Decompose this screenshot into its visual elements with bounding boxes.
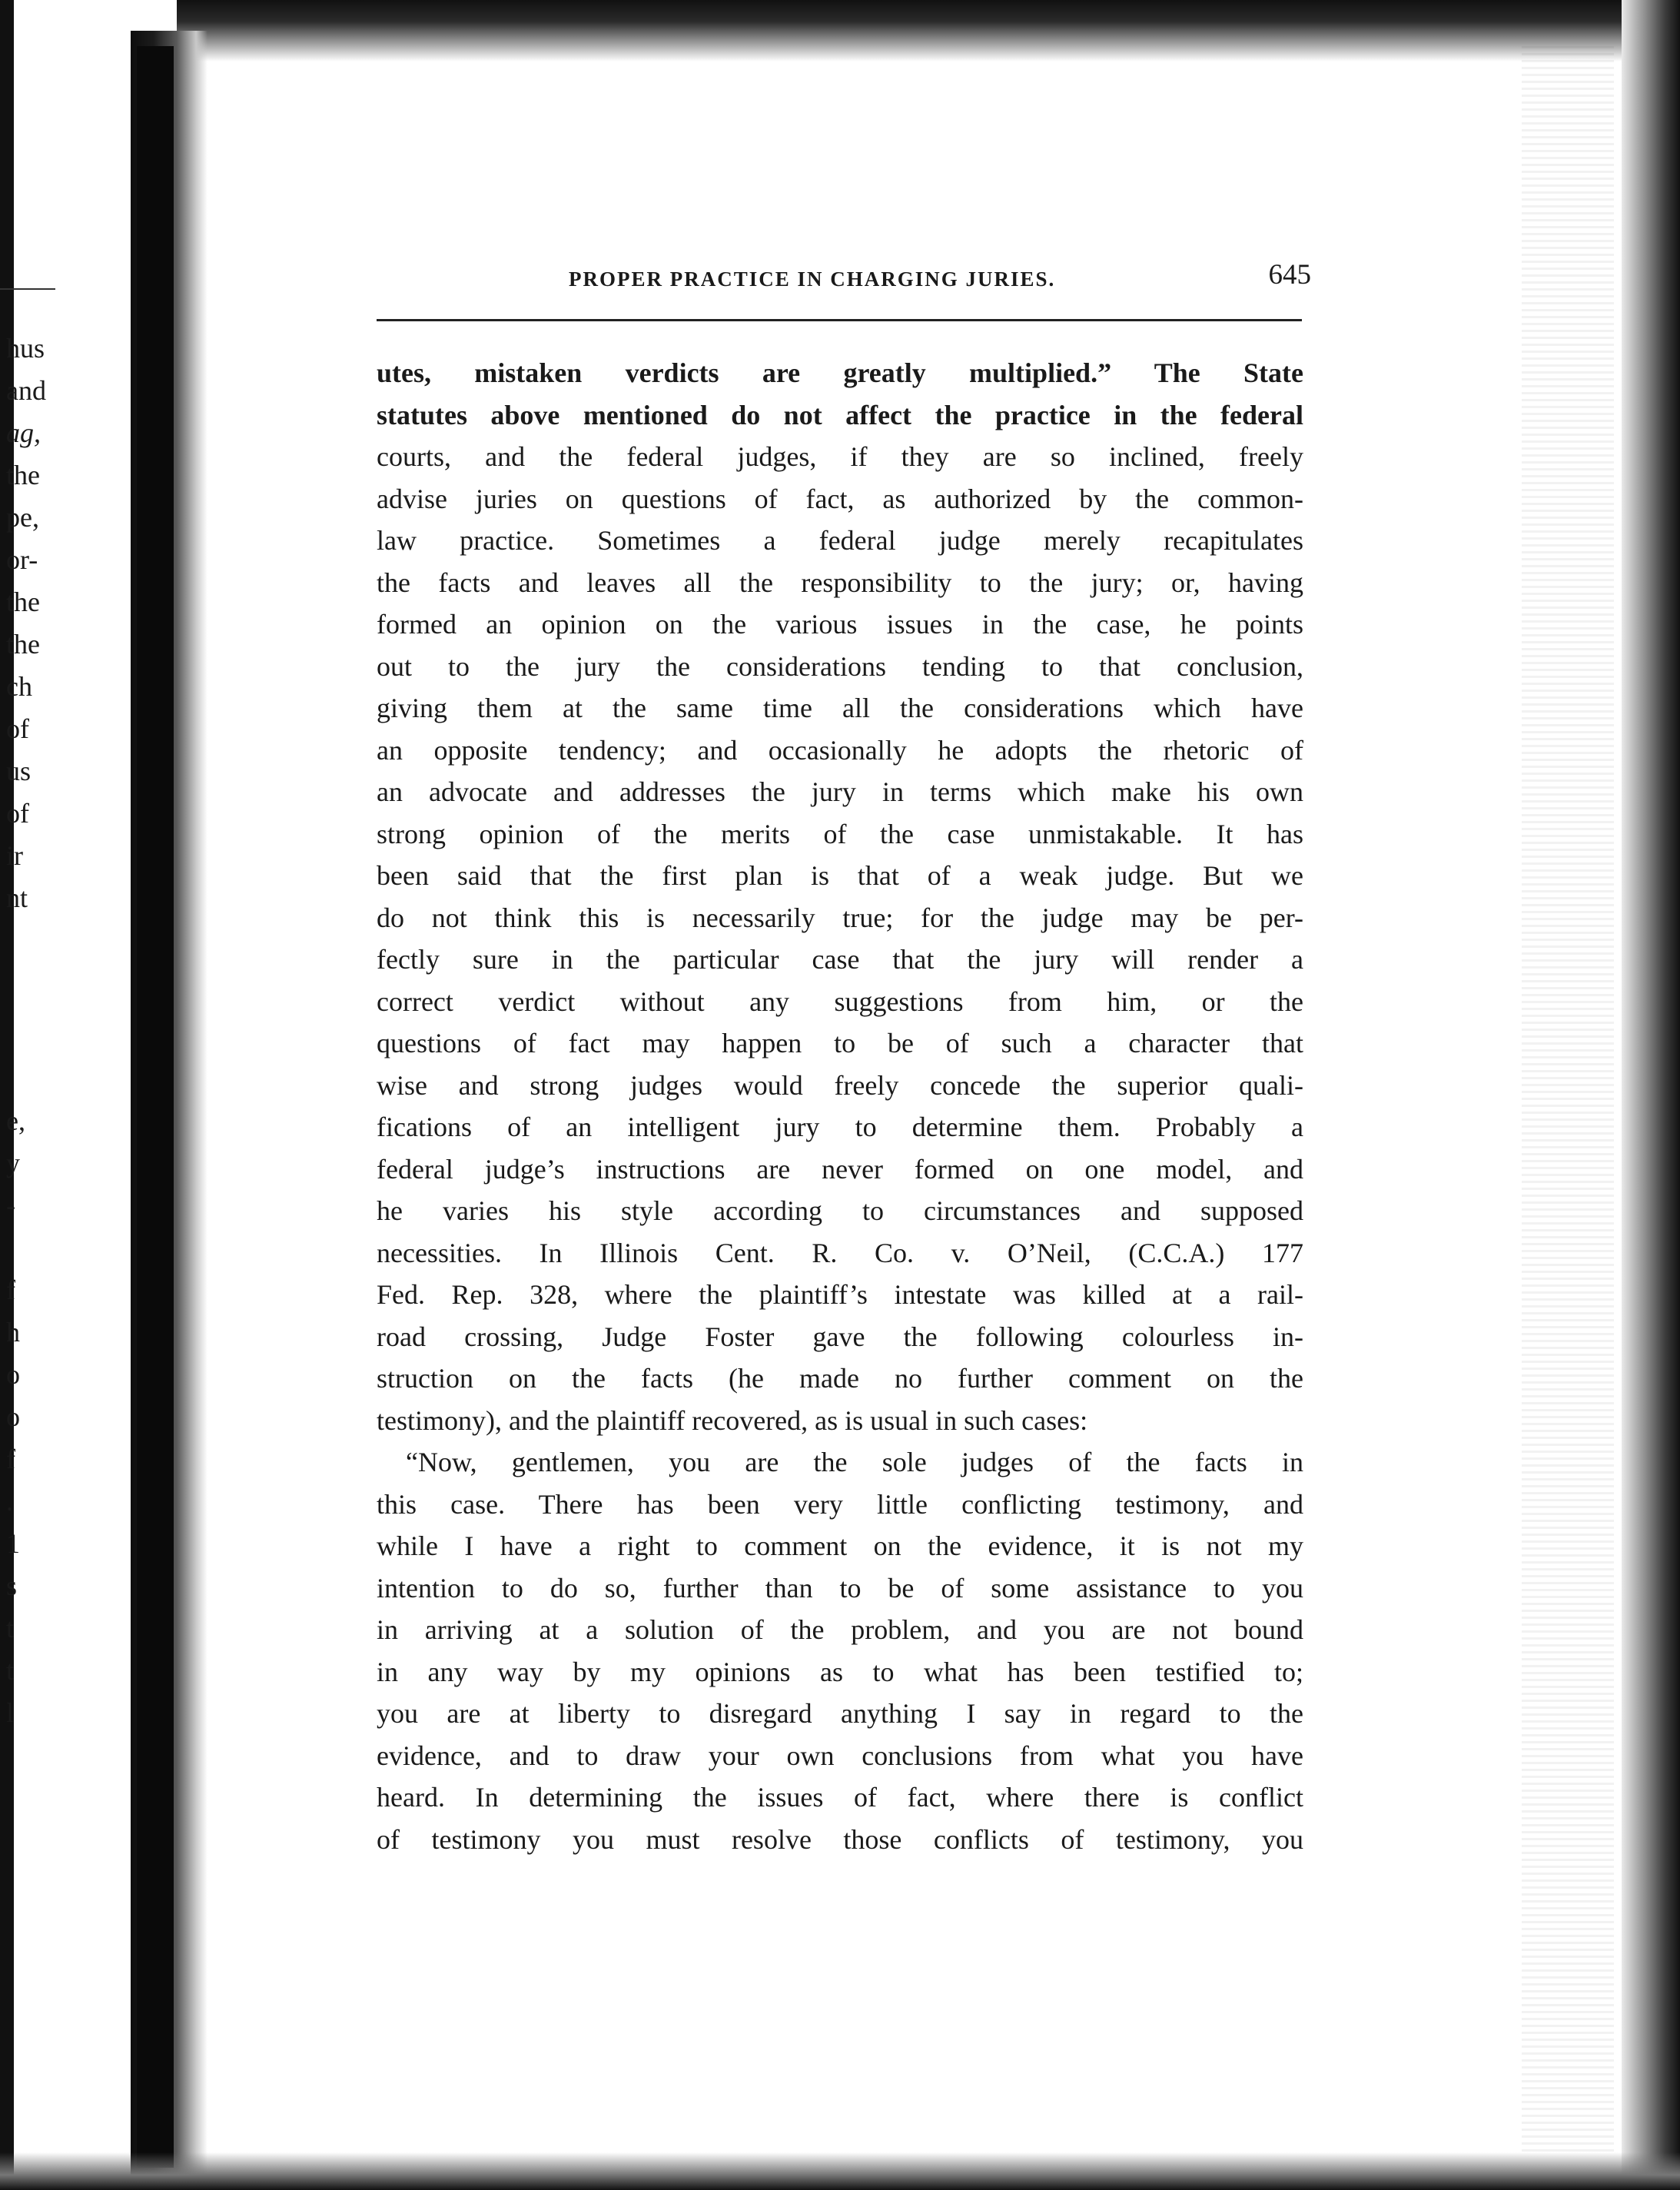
facing-page-fragment: y	[6, 1148, 20, 1178]
text-line: necessities. In Illinois Cent. R. Co. v. O’Neil, (C.C.A.) 177	[377, 1237, 1303, 1268]
text-line: strong opinion of the merits of the case unmistakable. It has	[377, 818, 1303, 849]
text-line: law practice. Sometimes a federal judge merely recapitulates	[377, 525, 1303, 556]
header-rule	[377, 319, 1302, 321]
text-line: he varies his style according to circumstances and supposed	[377, 1195, 1303, 1226]
facing-page-fragment: ag,	[6, 417, 41, 448]
text-line: wise and strong judges would freely concede the superior quali-	[377, 1069, 1303, 1101]
text-line: the facts and leaves all the responsibility to the jury; or, having	[377, 567, 1303, 598]
facing-page-fragment: ir	[6, 840, 23, 871]
running-head: PROPER PRACTICE IN CHARGING JURIES.	[569, 268, 1056, 291]
facing-page-fragment: .	[6, 1486, 13, 1517]
facing-page-fragment: or-	[6, 544, 38, 575]
facing-page-fragment: f	[6, 1444, 15, 1474]
facing-page-fragment: t	[6, 1613, 15, 1643]
scan-bottom-shadow	[0, 2152, 1680, 2190]
text-line: of testimony you must resolve those conflicts of testimony, you	[377, 1823, 1303, 1855]
facing-page-fragment: 1	[6, 1528, 20, 1559]
facing-page-fragment: o	[6, 1359, 20, 1390]
text-line: “Now, gentlemen, you are the sole judges of the facts in	[406, 1447, 1303, 1477]
text-line: courts, and the federal judges, if they are so inclined, freely	[377, 441, 1303, 472]
facing-page-fragment: and	[6, 375, 46, 406]
text-line: while I have a right to comment on the evidence, it is not my	[377, 1530, 1303, 1561]
text-line: statutes above mentioned do not affect the practice in the federal	[377, 399, 1303, 430]
facing-page-fragment: the	[6, 587, 40, 617]
text-line: out to the jury the considerations tending to that conclusion,	[377, 650, 1303, 682]
text-line: an advocate and addresses the jury in terms which make his own	[377, 776, 1303, 807]
text-line: do not think this is necessarily true; for the judge may be per-	[377, 902, 1303, 933]
text-line: formed an opinion on the various issues in the case, he points	[377, 609, 1303, 640]
text-line: giving them at the same time all the considerations which have	[377, 693, 1303, 723]
text-line: you are at liberty to disregard anything I say in regard to the	[377, 1698, 1303, 1729]
facing-page-fragment: h	[6, 1317, 20, 1348]
facing-page-fragment: -	[6, 1190, 15, 1221]
text-line: federal judge’s instructions are never formed on one model, and	[377, 1153, 1303, 1185]
text-line: advise juries on questions of fact, as authorized by the common-	[377, 483, 1303, 514]
facing-page-fragment: f	[6, 1274, 15, 1305]
text-line: been said that the first plan is that of a weak judge. But we	[377, 860, 1303, 891]
book-binding-gutter	[137, 46, 174, 2168]
facing-page-fragment: the	[6, 460, 40, 490]
text-line: questions of fact may happen to be of such a character that	[377, 1028, 1303, 1058]
text-line: in any way by my opinions as to what has been testified to;	[377, 1656, 1303, 1687]
facing-page-fragment: l	[6, 1697, 15, 1728]
facing-page-fragment: the	[6, 629, 40, 660]
facing-page-fragment: s	[6, 1570, 18, 1601]
text-line: heard. In determining the issues of fact, where there is conflict	[377, 1782, 1303, 1813]
text-line: fectly sure in the particular case that the jury will render a	[377, 944, 1303, 975]
text-line: this case. There has been very little conflicting testimony, and	[377, 1488, 1303, 1520]
scan-right-edge	[1622, 0, 1680, 2190]
text-line: in arriving at a solution of the problem, and you are not bound	[377, 1614, 1303, 1645]
facing-page-fragment: pe,	[6, 502, 39, 533]
facing-page-fragments	[0, 288, 69, 1749]
facing-page-fragment: e,	[6, 1105, 25, 1136]
facing-page-fragment: o	[6, 1401, 20, 1432]
facing-page-fragment: hus	[6, 333, 45, 364]
text-line: testimony), and the plaintiff recovered, as is usual in such cases:	[377, 1404, 1088, 1436]
facing-page-fragment: t	[6, 1655, 15, 1686]
page-edge-texture	[1522, 46, 1614, 2152]
text-line: road crossing, Judge Foster gave the following colourless in-	[377, 1321, 1303, 1352]
facing-page-fragment: nt	[6, 882, 28, 913]
text-line: struction on the facts (he made no further comment on the	[377, 1363, 1303, 1394]
page-number: 645	[1268, 259, 1311, 291]
text-line: correct verdict without any suggestions from him, or the	[377, 985, 1303, 1017]
text-line: fications of an intelligent jury to determine them. Probably a	[377, 1112, 1303, 1142]
facing-page-fragment: ch	[6, 671, 32, 702]
scan-top-shadow	[177, 0, 1680, 61]
facing-page-fragment: us	[6, 756, 32, 786]
text-line: intention to do so, further than to be of some assistance to you	[377, 1572, 1303, 1603]
facing-page-fragment: of	[6, 713, 29, 744]
text-line: an opposite tendency; and occasionally he adopts the rhetoric of	[377, 734, 1303, 766]
text-line: evidence, and to draw your own conclusions from what you have	[377, 1740, 1303, 1771]
body-text	[377, 352, 1303, 1860]
text-line: Fed. Rep. 328, where the plaintiff’s intestate was killed at a rail-	[377, 1279, 1303, 1310]
text-line: utes, mistaken verdicts are greatly multiplied.” The State	[377, 357, 1303, 388]
facing-page-fragment: of	[6, 798, 29, 829]
